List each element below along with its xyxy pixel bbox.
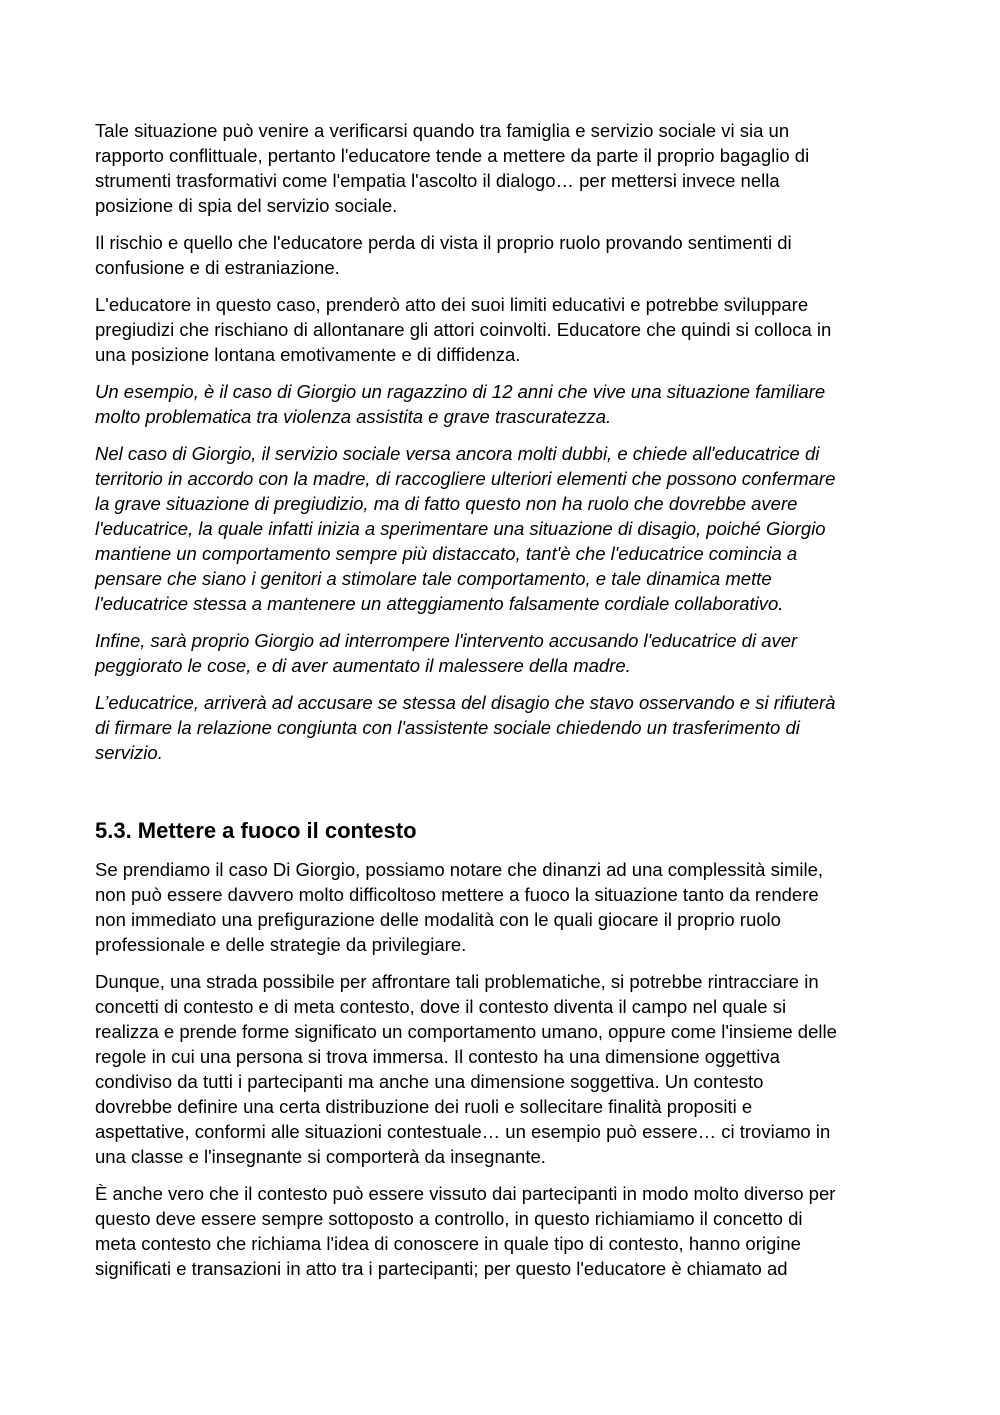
- text-line: peggiorato le cose, e di aver aumentato il malessere della madre.: [95, 655, 631, 676]
- text-line: mantiene un comportamento sempre più distaccato, tant'è che l'educatrice comincia a: [95, 543, 798, 564]
- text-line: Se prendiamo il caso Di Giorgio, possiamo notare che dinanzi ad una complessità simile,: [95, 859, 824, 880]
- text-line: È anche vero che il contesto può essere vissuto dai partecipanti in modo molto diverso per: [95, 1183, 836, 1204]
- text-line: molto problematica tra violenza assistita e grave trascuratezza.: [95, 406, 612, 427]
- paragraph: [95, 857, 915, 957]
- text-line: condiviso da tutti i partecipanti ma anche una dimensione soggettiva. Un contesto: [95, 1071, 764, 1092]
- text-line: una posizione lontana emotivamente e di diffidenza.: [95, 344, 521, 365]
- text-line: Tale situazione può venire a verificarsi quando tra famiglia e servizio sociale vi sia un: [95, 120, 790, 141]
- text-line: Nel caso di Giorgio, il servizio sociale versa ancora molti dubbi, e chiede all'educatrice di: [95, 443, 820, 464]
- text-line: l'educatrice stessa a mantenere un atteggiamento falsamente cordiale collaborativo.: [95, 593, 784, 614]
- text-line: realizza e prende forme significato un comportamento umano, oppure come l'insieme delle: [95, 1021, 837, 1042]
- text-line: confusione e di estraniazione.: [95, 257, 340, 278]
- paragraph: [95, 1181, 915, 1281]
- text-line: pregiudizi che rischiano di allontanare gli attori coinvolti. Educatore che quindi si colloca in: [95, 319, 832, 340]
- text-line: Dunque, una strada possibile per affrontare tali problematiche, si potrebbe rintracciare in: [95, 971, 819, 992]
- paragraph: [95, 969, 915, 1169]
- text-line: dovrebbe definire una certa distribuzione dei ruoli e sollecitare finalità propositi e: [95, 1096, 753, 1117]
- text-line: l'educatrice, la quale infatti inizia a sperimentare una situazione di disagio, poiché Giorgio: [95, 518, 826, 539]
- text-line: questo deve essere sempre sottoposto a controllo, in questo richiamiamo il concetto di: [95, 1208, 803, 1229]
- text-line: Il rischio e quello che l'educatore perda di vista il proprio ruolo provando sentimenti di: [95, 232, 792, 253]
- text-line: L'educatore in questo caso, prenderò atto dei suoi limiti educativi e potrebbe sviluppare: [95, 294, 809, 315]
- text-line: Infine, sarà proprio Giorgio ad interrompere l'intervento accusando l'educatrice di aver: [95, 630, 798, 651]
- text-line: non immediato una prefigurazione delle modalità con le quali giocare il proprio ruolo: [95, 909, 781, 930]
- paragraph: [95, 292, 915, 367]
- paragraph: [95, 441, 915, 616]
- text-line: la grave situazione di pregiudizio, ma di fatto questo non ha ruolo che dovrebbe avere: [95, 493, 798, 514]
- text-line: di firmare la relazione congiunta con l'assistente sociale chiedendo un trasferimento di: [95, 717, 800, 738]
- paragraph: [95, 118, 915, 218]
- document-body-upper: [95, 118, 915, 765]
- paragraph: [95, 379, 915, 429]
- text-line: strumenti trasformativi come l'empatia l'ascolto il dialogo… per mettersi invece nella: [95, 170, 780, 191]
- text-line: aspettative, conformi alle situazioni contestuale… un esempio può essere… ci troviamo in: [95, 1121, 831, 1142]
- text-line: significati e transazioni in atto tra i partecipanti; per questo l'educatore è chiamato ad: [95, 1258, 788, 1279]
- text-line: regole in cui una persona si trova immersa. Il contesto ha una dimensione oggettiva: [95, 1046, 780, 1067]
- text-line: servizio.: [95, 742, 163, 763]
- text-line: professionale e delle strategie da privilegiare.: [95, 934, 467, 955]
- text-line: rapporto conflittuale, pertanto l'educatore tende a mettere da parte il proprio bagaglio di: [95, 145, 810, 166]
- document-body-lower: [95, 857, 915, 1281]
- text-line: pensare che siano i genitori a stimolare tale comportamento, e tale dinamica mette: [95, 568, 772, 589]
- text-line: meta contesto che richiama l'idea di conoscere in quale tipo di contesto, hanno origine: [95, 1233, 801, 1254]
- text-line: una classe e l'insegnante si comporterà da insegnante.: [95, 1146, 546, 1167]
- text-line: concetti di contesto e di meta contesto, dove il contesto diventa il campo nel quale si: [95, 996, 787, 1017]
- paragraph: [95, 230, 915, 280]
- text-line: Un esempio, è il caso di Giorgio un ragazzino di 12 anni che vive una situazione familiare: [95, 381, 826, 402]
- document-page: [95, 118, 915, 1293]
- text-line: L’educatrice, arriverà ad accusare se stessa del disagio che stavo osservando e si rifiuterà: [95, 692, 836, 713]
- text-line: posizione di spia del servizio sociale.: [95, 195, 398, 216]
- text-line: non può essere davvero molto difficoltoso mettere a fuoco la situazione tanto da rendere: [95, 884, 819, 905]
- text-line: territorio in accordo con la madre, di raccogliere ulteriori elementi che possono confermare: [95, 468, 836, 489]
- paragraph: [95, 690, 915, 765]
- section-heading: 5.3. Mettere a fuoco il contesto: [95, 818, 417, 843]
- paragraph: [95, 628, 915, 678]
